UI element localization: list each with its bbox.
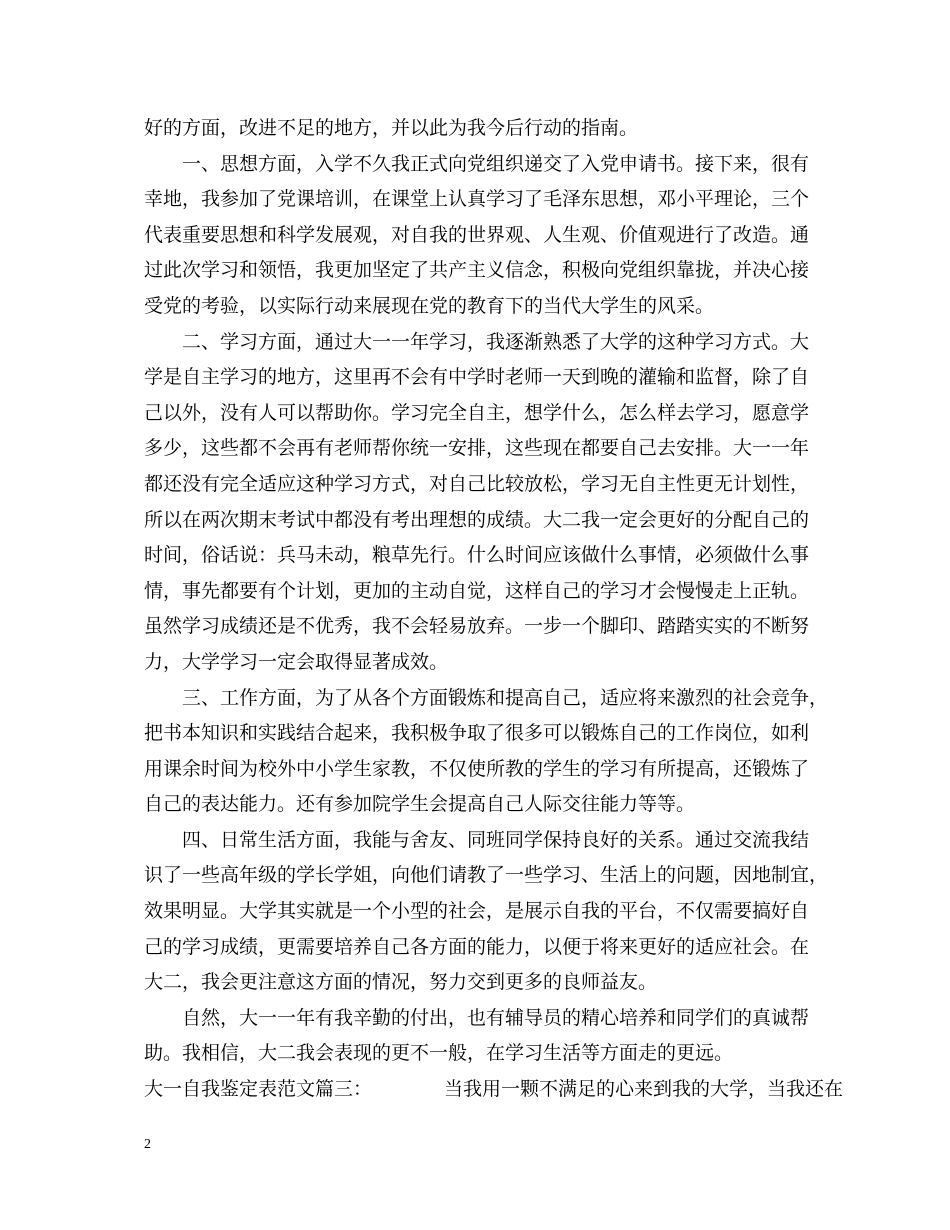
text-line: 力，大学学习一定会取得显著成效。 (144, 650, 449, 673)
text-line: 过此次学习和领悟，我更加坚定了共产主义信念，积极向党组织靠拢，并决心接 (144, 259, 810, 282)
text-line: 用课余时间为校外中小学生家教，不仅使所教的学生的学习有所提高，还锻炼了 (144, 757, 810, 780)
text-line: 学是自主学习的地方，这里再不会有中学时老师一天到晚的灌输和监督，除了自 (144, 366, 810, 389)
page-number: 2 (144, 1137, 151, 1152)
body-text (144, 111, 844, 1108)
text-line: 识了一些高年级的学长学姐，向他们请教了一些学习、生活上的问题，因地制宜， (144, 864, 829, 887)
text-line: 幸地，我参加了党课培训，在课堂上认真学习了毛泽东思想，邓小平理论，三个 (144, 188, 810, 211)
text-line: 都还没有完全适应这种学习方式，对自己比较放松，学习无自主性更无计划性， (144, 472, 810, 495)
text-line: 多少，这些都不会再有老师帮你统一安排，这些现在都要自己去安排。大一一年 (144, 437, 810, 460)
text-line: 代表重要思想和科学发展观，对自我的世界观、人生观、价值观进行了改造。通 (144, 223, 810, 246)
section-heading: 大一自我鉴定表范文篇三： (144, 1078, 373, 1101)
text-line: 助。我相信，大二我会表现的更不一般，在学习生活等方面走的更远。 (144, 1042, 734, 1065)
section-start-line (144, 1072, 844, 1108)
text-line: 自己的表达能力。还有参加院学生会提高自己人际交往能力等等。 (144, 793, 696, 816)
text-line: 所以在两次期末考试中都没有考出理想的成绩。大二我一定会更好的分配自己的 (144, 508, 810, 531)
section-first-text: 当我用一颗不满足的心来到我的大学，当我还在 (444, 1078, 844, 1101)
text-line: 己以外，没有人可以帮助你。学习完全自主，想学什么，怎么样去学习，愿意学 (144, 401, 810, 424)
text-line: 情，事先都要有个计划，更加的主动自觉，这样自己的学习才会慢慢走上正轨。 (144, 579, 810, 602)
text-line: 己的学习成绩，更需要培养自己各方面的能力，以便于将来更好的适应社会。在 (144, 935, 810, 958)
text-line: 二、学习方面，通过大一一年学习，我逐渐熟悉了大学的这种学习方式。大 (144, 330, 810, 353)
text-line: 一、思想方面，入学不久我正式向党组织递交了入党申请书。接下来，很有 (144, 152, 810, 175)
text-line: 虽然学习成绩还是不优秀，我不会轻易放弃。一步一个脚印、踏踏实实的不断努 (144, 615, 810, 638)
text-line: 四、日常生活方面，我能与舍友、同班同学保持良好的关系。通过交流我结 (144, 828, 810, 851)
text-line: 效果明显。大学其实就是一个小型的社会，是展示自我的平台，不仅需要搞好自 (144, 900, 810, 923)
text-line: 受党的考验，以实际行动来展现在党的教育下的当代大学生的风采。 (144, 294, 715, 317)
text-line: 时间，俗话说：兵马未动，粮草先行。什么时间应该做什么事情，必须做什么事 (144, 544, 810, 567)
text-line: 大二，我会更注意这方面的情况，努力交到更多的良师益友。 (144, 971, 658, 994)
text-line: 好的方面，改进不足的地方，并以此为我今后行动的指南。 (144, 117, 639, 139)
text-line: 三、工作方面，为了从各个方面锻炼和提高自己，适应将来激烈的社会竞争， (144, 686, 829, 709)
text-line: 把书本知识和实践结合起来，我积极争取了很多可以锻炼自己的工作岗位，如利 (144, 722, 810, 745)
text-line: 自然，大一一年有我辛勤的付出，也有辅导员的精心培养和同学们的真诚帮 (144, 1006, 810, 1029)
